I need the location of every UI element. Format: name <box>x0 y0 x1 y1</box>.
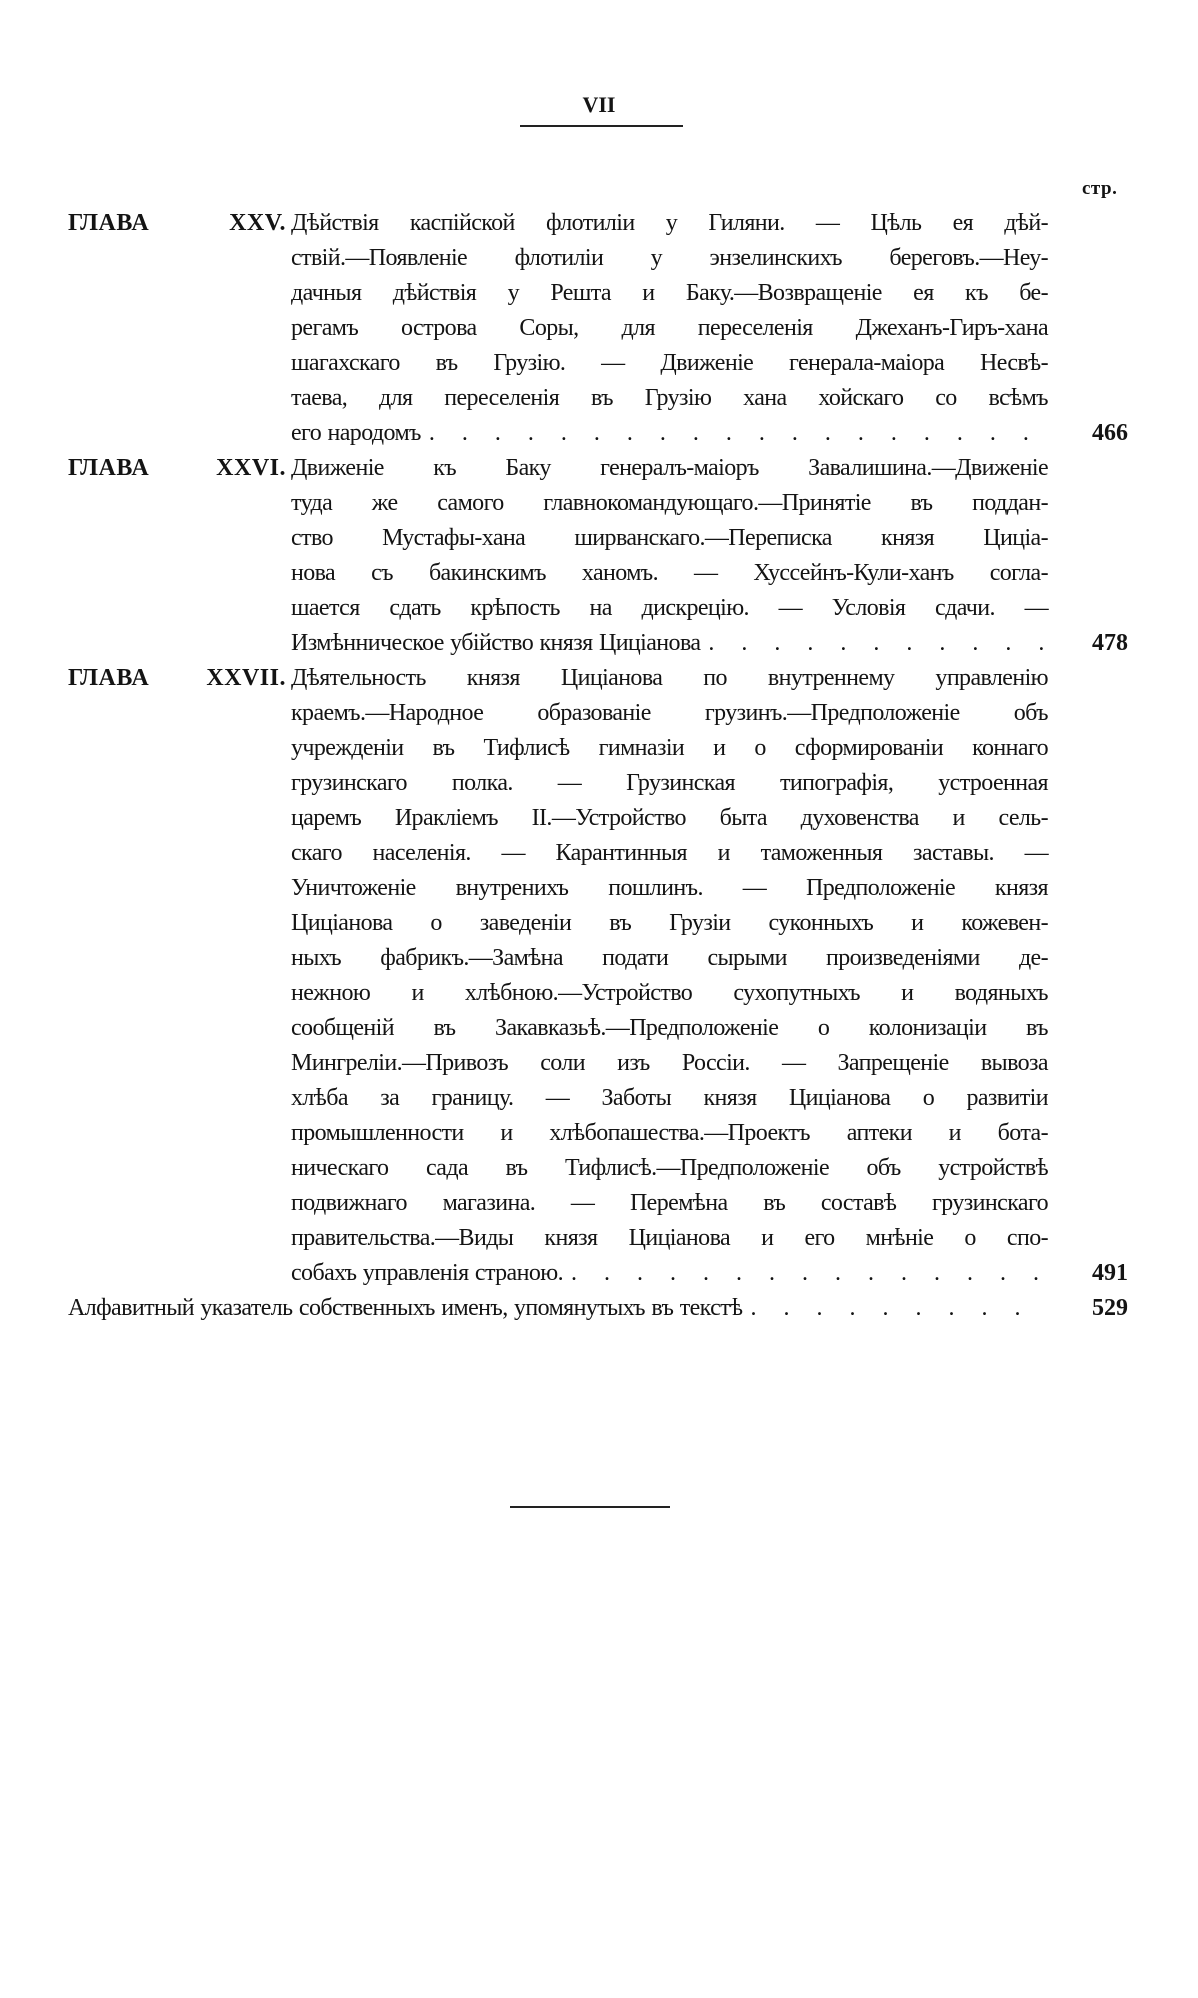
page-column-label: стр. <box>1082 178 1118 199</box>
chapter-summary <box>291 206 1048 451</box>
summary-line: сообщеній въ Закавказьѣ.—Предположеніе о колонизаціи въ <box>291 1015 1048 1041</box>
summary-line: нова съ бакинскимъ ханомъ. — Хуссейнъ-Кули-ханъ согла- <box>291 560 1048 586</box>
chapter-number: XXVII. <box>206 665 286 691</box>
closing-rule <box>510 1506 670 1508</box>
dot-leader <box>429 416 1048 451</box>
summary-line: Циціанова о заведеніи въ Грузіи суконныхъ и кожевен- <box>291 910 1048 936</box>
toc-entry-chapter <box>0 451 1198 661</box>
page-number: 478 <box>1092 630 1128 656</box>
summary-line: Дѣятельность князя Циціанова по внутреннему управленію <box>291 665 1048 691</box>
table-of-contents <box>0 206 1198 1326</box>
chapter-summary <box>291 451 1048 661</box>
index-line <box>68 1291 1038 1326</box>
dot-leader <box>571 1256 1048 1291</box>
summary-line: ство Мустафы-хана ширванскаго.—Переписка князя Циціа- <box>291 525 1048 551</box>
toc-entry-chapter <box>0 661 1198 1291</box>
summary-line: нежною и хлѣбною.—Устройство сухопутныхъ и водяныхъ <box>291 980 1048 1006</box>
header-rule <box>520 125 683 127</box>
summary-line: Измѣнническое убійство князя Циціанова <box>291 630 701 656</box>
chapter-label: ГЛАВА <box>68 665 150 691</box>
chapter-summary <box>291 661 1048 1291</box>
summary-line: промышленности и хлѣбопашества.—Проектъ аптеки и бота- <box>291 1120 1048 1146</box>
dot-leader <box>751 1291 1039 1326</box>
summary-line: дачныя дѣйствія у Решта и Баку.—Возвращеніе ея къ бе- <box>291 280 1048 306</box>
summary-line: туда же самого главнокомандующаго.—Принятіе въ поддан- <box>291 490 1048 516</box>
summary-line: краемъ.—Народное образованіе грузинъ.—Предположеніе объ <box>291 700 1048 726</box>
summary-line: ныхъ фабрикъ.—Замѣна подати сырыми произведеніями де- <box>291 945 1048 971</box>
summary-last-line <box>291 626 1048 661</box>
summary-line: ническаго сада въ Тифлисѣ.—Предположеніе объ устройствѣ <box>291 1155 1048 1181</box>
summary-line: Мингреліи.—Привозъ соли изъ Россіи. — Запрещеніе вывоза <box>291 1050 1048 1076</box>
summary-line: хлѣба за границу. — Заботы князя Циціанова о развитіи <box>291 1085 1048 1111</box>
summary-line: Дѣйствія каспійской флотиліи у Гиляни. — Цѣль ея дѣй- <box>291 210 1048 236</box>
summary-last-line <box>291 416 1048 451</box>
page-number: 529 <box>1092 1295 1128 1321</box>
summary-last-line <box>291 1256 1048 1291</box>
summary-line: ствій.—Появленіе флотиліи у энзелинскихъ береговъ.—Неу- <box>291 245 1048 271</box>
toc-entry-index <box>0 1291 1198 1326</box>
summary-line: правительства.—Виды князя Циціанова и его мнѣніе о спо- <box>291 1225 1048 1251</box>
summary-line: его народомъ <box>291 420 421 446</box>
dot-leader <box>708 626 1048 661</box>
summary-line: таева, для переселенія въ Грузію хана хойскаго со всѣмъ <box>291 385 1048 411</box>
summary-line: царемъ Ираклiемъ II.—Устройство быта духовенства и сель- <box>291 805 1048 831</box>
chapter-number: XXV. <box>229 210 286 236</box>
index-entry-text: Алфавитный указатель собственныхъ именъ, упомянутыхъ въ текстѣ <box>68 1295 743 1321</box>
toc-entry-chapter <box>0 206 1198 451</box>
summary-line: шается сдать крѣпость на дискрецію. — Условія сдачи. — <box>291 595 1048 621</box>
chapter-label: ГЛАВА <box>68 455 150 481</box>
summary-line: грузинскаго полка. — Грузинская типографія, устроенная <box>291 770 1048 796</box>
summary-line: Движеніе къ Баку генералъ-маіоръ Завалишина.—Движеніе <box>291 455 1048 481</box>
page-number: 466 <box>1092 420 1128 446</box>
summary-line: скаго населенія. — Карантинныя и таможенныя заставы. — <box>291 840 1048 866</box>
page-folio: VII <box>582 92 616 117</box>
summary-line: регамъ острова Соры, для переселенія Джеханъ-Гиръ-хана <box>291 315 1048 341</box>
summary-line: подвижнаго магазина. — Перемѣна въ составѣ грузинскаго <box>291 1190 1048 1216</box>
summary-line: Уничтоженіе внутренихъ пошлинъ. — Предположеніе князя <box>291 875 1048 901</box>
chapter-number: XXVI. <box>216 455 286 481</box>
summary-line: собахъ управленія страною. <box>291 1260 563 1286</box>
chapter-label: ГЛАВА <box>68 210 150 236</box>
summary-line: учрежденіи въ Тифлисѣ гимназіи и о сформированіи коннаго <box>291 735 1048 761</box>
page-number: 491 <box>1092 1260 1128 1286</box>
summary-line: шагахскаго въ Грузію. — Движеніе генерала-маіора Несвѣ- <box>291 350 1048 376</box>
